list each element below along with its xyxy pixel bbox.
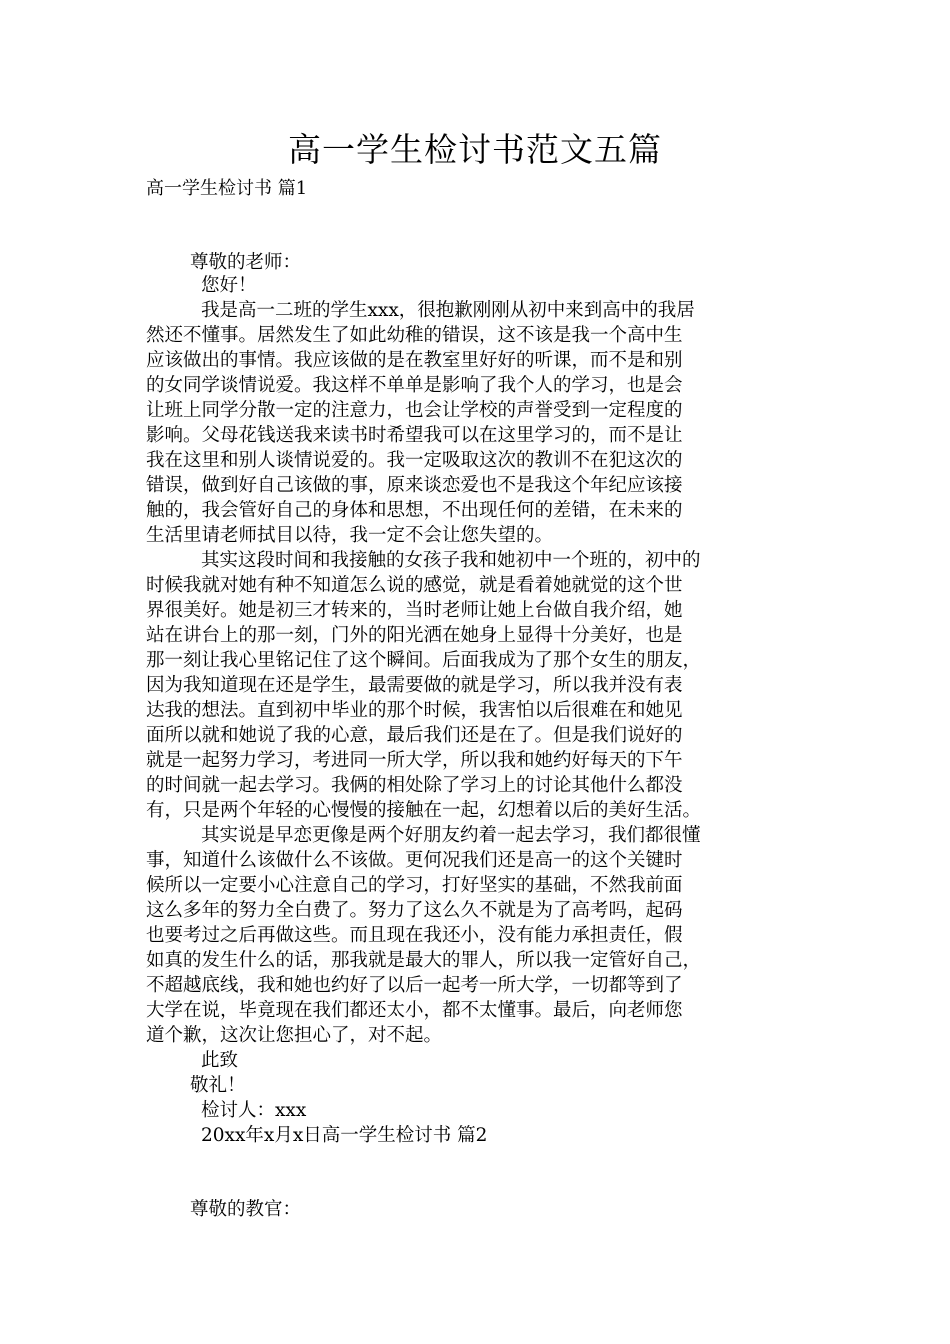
closing-phrase: 此致 bbox=[201, 1050, 239, 1071]
paragraph-line: 那一刻让我心里铭记住了这个瞬间。后面我成为了那个女生的朋友， bbox=[146, 650, 702, 671]
date-and-section-heading: 20xx年x月x日高一学生检讨书 篇2 bbox=[201, 1125, 488, 1146]
paragraph-line: 我是高一二班的学生xxx，很抱歉刚刚从初中来到高中的我居 bbox=[201, 300, 695, 321]
paragraph-line: 道个歉，这次让您担心了，对不起。 bbox=[146, 1025, 443, 1046]
paragraph-line: 也要考过之后再做这些。而且现在我还小，没有能力承担责任，假 bbox=[146, 925, 683, 946]
paragraph-line: 因为我知道现在还是学生，最需要做的就是学习，所以我并没有表 bbox=[146, 675, 683, 696]
paragraph-line: 其实这段时间和我接触的女孩子我和她初中一个班的，初中的 bbox=[201, 550, 701, 571]
signature: 检讨人：xxx bbox=[201, 1100, 307, 1121]
paragraph-line: 影响。父母花钱送我来读书时希望我可以在这里学习的，而不是让 bbox=[146, 425, 683, 446]
paragraph-line: 其实说是早恋更像是两个好朋友约着一起去学习，我们都很懂 bbox=[201, 825, 701, 846]
paragraph-line: 应该做出的事情。我应该做的是在教室里好好的听课，而不是和别 bbox=[146, 350, 683, 371]
paragraph-line: 然还不懂事。居然发生了如此幼稚的错误，这不该是我一个高中生 bbox=[146, 325, 683, 346]
paragraph-line: 如真的发生什么的话，那我就是最大的罪人，所以我一定管好自己， bbox=[146, 950, 702, 971]
section-heading: 高一学生检讨书 篇1 bbox=[146, 178, 308, 199]
paragraph-line: 这么多年的努力全白费了。努力了这么久不就是为了高考吗，起码 bbox=[146, 900, 683, 921]
greeting: 您好！ bbox=[201, 275, 257, 296]
paragraph-line: 就是一起努力学习，考进同一所大学，所以我和她约好每天的下午 bbox=[146, 750, 683, 771]
document-title: 高一学生检讨书范文五篇 bbox=[288, 130, 662, 169]
paragraph-line: 不超越底线，我和她也约好了以后一起考一所大学，一切都等到了 bbox=[146, 975, 683, 996]
salutation: 尊敬的老师： bbox=[190, 252, 302, 273]
paragraph-line: 界很美好。她是初三才转来的，当时老师让她上台做自我介绍，她 bbox=[146, 600, 683, 621]
closing-salute: 敬礼！ bbox=[190, 1075, 246, 1096]
paragraph-line: 的女同学谈情说爱。我这样不单单是影响了我个人的学习，也是会 bbox=[146, 375, 683, 396]
paragraph-line: 时候我就对她有种不知道怎么说的感觉，就是看着她就觉的这个世 bbox=[146, 575, 683, 596]
paragraph-line: 事，知道什么该做什么不该做。更何况我们还是高一的这个关键时 bbox=[146, 850, 683, 871]
paragraph-line: 大学在说，毕竟现在我们都还太小，都不太懂事。最后，向老师您 bbox=[146, 1000, 683, 1021]
paragraph-line: 我在这里和别人谈情说爱的。我一定吸取这次的教训不在犯这次的 bbox=[146, 450, 683, 471]
paragraph-line: 有，只是两个年轻的心慢慢的接触在一起，幻想着以后的美好生活。 bbox=[146, 800, 702, 821]
paragraph-line: 站在讲台上的那一刻，门外的阳光洒在她身上显得十分美好，也是 bbox=[146, 625, 683, 646]
paragraph-line: 达我的想法。直到初中毕业的那个时候，我害怕以后很难在和她见 bbox=[146, 700, 683, 721]
salutation-2: 尊敬的教官： bbox=[190, 1199, 302, 1220]
paragraph-line: 面所以就和她说了我的心意，最后我们还是在了。但是我们说好的 bbox=[146, 725, 683, 746]
paragraph-line: 让班上同学分散一定的注意力，也会让学校的声誉受到一定程度的 bbox=[146, 400, 683, 421]
paragraph-line: 的时间就一起去学习。我俩的相处除了学习上的讨论其他什么都没 bbox=[146, 775, 683, 796]
paragraph-line: 候所以一定要小心注意自己的学习，打好坚实的基础，不然我前面 bbox=[146, 875, 683, 896]
paragraph-line: 错误，做到好自己该做的事，原来谈恋爱也不是我这个年纪应该接 bbox=[146, 475, 683, 496]
paragraph-line: 触的，我会管好自己的身体和思想，不出现任何的差错，在未来的 bbox=[146, 500, 683, 521]
paragraph-line: 生活里请老师拭目以待，我一定不会让您失望的。 bbox=[146, 525, 554, 546]
